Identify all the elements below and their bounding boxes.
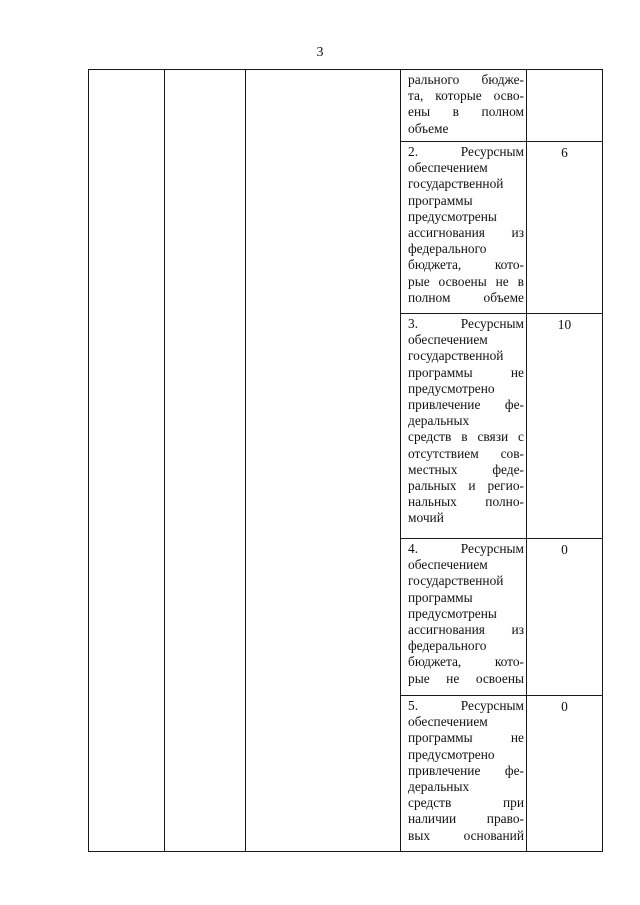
criterion-text-line: 3. Ресурсным: [408, 316, 524, 331]
criterion-text-line: вых оснований: [408, 827, 524, 843]
criterion-text-line: бюджета, кото-: [408, 257, 524, 273]
criterion-text-line: мочий: [408, 510, 444, 526]
criterion-text-line: полном объеме: [408, 289, 524, 305]
criterion-text-line: программы не: [408, 364, 524, 380]
score-value: 0: [561, 699, 568, 714]
criterion-text-line: средств при: [408, 795, 524, 811]
criterion-cell: [401, 70, 527, 142]
criterion-text-line: привлечение фе-: [408, 397, 524, 413]
criterion-text-line: деральных: [408, 779, 470, 795]
score-cell: [527, 70, 603, 142]
criterion-text-line: 4. Ресурсным: [408, 541, 524, 556]
criterion-text-line: государственной: [408, 348, 504, 364]
empty-cell-col1: [89, 70, 165, 852]
criterion-text-line: ассигнования из: [408, 225, 524, 241]
criterion-text-line: государственной: [408, 176, 504, 192]
criterion-text-line: программы не: [408, 730, 524, 746]
criterion-text-line: нальных полно-: [408, 494, 524, 510]
page-number: 3: [316, 45, 324, 60]
criterion-text-line: федерального: [408, 638, 487, 654]
criterion-text-line: привлечение фе-: [408, 762, 524, 778]
score-value: [527, 70, 602, 73]
criterion-text-line: бюджета, кото-: [408, 654, 524, 670]
criterion-text-line: обеспечением: [408, 332, 488, 348]
criterion-cell: [401, 696, 527, 852]
criterion-text-line: объеме: [408, 120, 449, 136]
criterion-text-line: предусмотрено: [408, 746, 495, 762]
criteria-table: [88, 69, 603, 852]
criterion-text-line: предусмотрены: [408, 208, 497, 224]
criterion-text-line: предусмотрено: [408, 380, 495, 396]
criterion-text-line: обеспечением: [408, 714, 488, 730]
empty-cell-col2: [165, 70, 246, 852]
criterion-cell: [401, 539, 527, 696]
score-cell: [527, 314, 603, 539]
criterion-text-line: деральных: [408, 413, 470, 429]
criterion-text-line: программы: [408, 589, 473, 605]
criterion-text-line: рые не освоены: [408, 670, 524, 686]
criterion-text-line: обеспечением: [408, 557, 488, 573]
score-value: 10: [557, 317, 572, 332]
criterion-text-line: федерального: [408, 241, 487, 257]
empty-cell-col3: [246, 70, 401, 852]
criterion-text-line: государственной: [408, 573, 504, 589]
criterion-text-line: рые освоены не в: [408, 273, 524, 289]
table-row-continuation: [89, 70, 603, 142]
criterion-text-line: отсутствием сов-: [408, 445, 524, 461]
criteria-table-body: [89, 70, 603, 852]
criterion-text-line: 2. Ресурсным: [408, 144, 524, 159]
criterion-text-line: ассигнования из: [408, 622, 524, 638]
criterion-text-line: рального бюдже-: [408, 72, 524, 87]
criterion-text-line: обеспечением: [408, 160, 488, 176]
criterion-cell: [401, 314, 527, 539]
criterion-text-line: программы: [408, 192, 473, 208]
criterion-text-line: наличии право-: [408, 811, 524, 827]
score-value: 0: [561, 542, 568, 557]
criterion-text-line: 5. Ресурсным: [408, 698, 524, 713]
criterion-text-line: местных феде-: [408, 461, 524, 477]
criterion-text-line: ены в полном: [408, 104, 524, 120]
criterion-text-line: ральных и регио-: [408, 478, 524, 494]
score-value: 6: [561, 145, 568, 160]
score-cell: [527, 142, 603, 314]
criterion-text-line: предусмотрены: [408, 605, 497, 621]
criterion-cell: [401, 142, 527, 314]
score-cell: [527, 696, 603, 852]
score-cell: [527, 539, 603, 696]
criterion-text-line: та, которые осво-: [408, 88, 524, 104]
criterion-text-line: средств в связи с: [408, 429, 524, 445]
